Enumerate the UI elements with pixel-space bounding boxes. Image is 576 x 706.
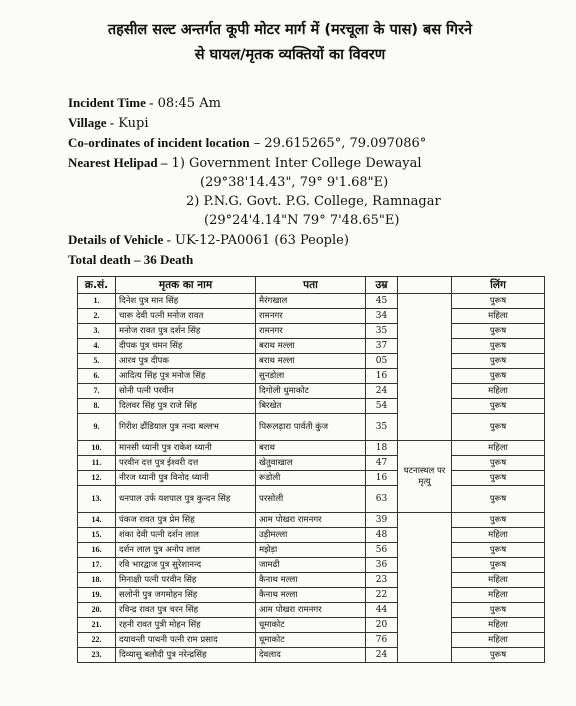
name-cell: सोनी पत्नी परवीन: [116, 384, 256, 399]
name-cell: आदित्य सिंह पुत्र मनोज सिंह: [116, 369, 256, 384]
address-cell: आम पोखरा रामनगर: [256, 603, 366, 618]
age-cell: 35: [366, 414, 398, 441]
serial-cell: 7.: [78, 384, 116, 399]
address-cell: बिरखेत: [256, 399, 366, 414]
total-death: Total death – 36 Death: [68, 252, 194, 267]
gender-cell: महिला: [452, 441, 545, 456]
name-cell: नीरज ध्यानी पुत्र विनोद ध्यानी: [116, 471, 256, 486]
table-row: [78, 633, 545, 648]
serial-cell: 12.: [78, 471, 116, 486]
address-cell: देवलाद: [256, 648, 366, 663]
table-row: [78, 456, 545, 471]
header-serial: क्र.सं.: [78, 277, 116, 294]
name-cell: दयावन्ती पाथनी पत्नी राम प्रसाद: [116, 633, 256, 648]
age-cell: 16: [366, 369, 398, 384]
gender-cell: पुरूष: [452, 294, 545, 309]
name-cell: रविन्द्र रावत पुत्र चरन सिंह: [116, 603, 256, 618]
age-cell: 44: [366, 603, 398, 618]
address-cell: रामनगर: [256, 309, 366, 324]
serial-cell: 6.: [78, 369, 116, 384]
age-cell: 05: [366, 354, 398, 369]
age-cell: 20: [366, 618, 398, 633]
table-row: [78, 486, 545, 513]
age-cell: 47: [366, 456, 398, 471]
name-cell: दिव्यासु बलौदी पुत्र नरेन्द्रसिंह: [116, 648, 256, 663]
name-cell: पंकज रावत पुत्र प्रेम सिंह: [116, 513, 256, 528]
table-row: [78, 603, 545, 618]
name-cell: दिनेश पुत्र मान सिंह: [116, 294, 256, 309]
header-age: उम्र: [366, 277, 398, 294]
incident-info: [68, 93, 548, 270]
address-cell: रूडोली: [256, 471, 366, 486]
gender-cell: पुरूष: [452, 558, 545, 573]
table-row: [78, 528, 545, 543]
table-row: [78, 354, 545, 369]
name-cell: दर्शन लाल पुत्र अनोप लाल: [116, 543, 256, 558]
incident-time: Incident Time - 08:45 Am: [68, 95, 221, 111]
serial-cell: 22.: [78, 633, 116, 648]
gender-cell: पुरूष: [452, 486, 545, 513]
name-cell: मानसी ध्यानी पुत्र राकेश ध्यानी: [116, 441, 256, 456]
serial-cell: 3.: [78, 324, 116, 339]
gender-cell: पुरूष: [452, 543, 545, 558]
serial-cell: 13.: [78, 486, 116, 513]
address-cell: रामनगर: [256, 324, 366, 339]
table-header-row: [78, 277, 545, 294]
address-cell: मैरंगखाल: [256, 294, 366, 309]
helipad-2-coords: (29°24'4.14"N 79° 7'48.65"E): [204, 213, 400, 228]
address-cell: दिगोली धुमाकोट: [256, 384, 366, 399]
serial-cell: 4.: [78, 339, 116, 354]
serial-cell: 10.: [78, 441, 116, 456]
address-cell: खेतुवाखाल: [256, 456, 366, 471]
address-cell: उड़ीमल्ला: [256, 528, 366, 543]
gender-cell: पुरूष: [452, 471, 545, 486]
age-cell: 54: [366, 399, 398, 414]
age-cell: 34: [366, 309, 398, 324]
title-line-1: तहसील सल्ट अन्तर्गत कूपी मोटर मार्ग में (मरचूला के पास) बस गिरने: [107, 22, 473, 38]
gender-cell: पुरूष: [452, 324, 545, 339]
nearest-helipad: Nearest Helipad – 1) Government Inter College Dewayal: [68, 155, 422, 171]
name-cell: दिलवर सिंह पुत्र राजे सिंह: [116, 399, 256, 414]
header-name: मृतक का नाम: [116, 277, 256, 294]
address-cell: कैनाथ मल्ला: [256, 588, 366, 603]
name-cell: गिरीश ढौंडियाल पुत्र नन्दा बल्लभ: [116, 414, 256, 441]
serial-cell: 14.: [78, 513, 116, 528]
name-cell: रहनी रावत पुत्री मोहन सिंह: [116, 618, 256, 633]
name-cell: दीपक पुत्र चमन सिंह: [116, 339, 256, 354]
gender-cell: महिला: [452, 309, 545, 324]
gender-cell: महिला: [452, 384, 545, 399]
age-cell: 45: [366, 294, 398, 309]
age-cell: 36: [366, 558, 398, 573]
age-cell: 35: [366, 324, 398, 339]
age-cell: 22: [366, 588, 398, 603]
header-gender: लिंग: [452, 277, 545, 294]
serial-cell: 15.: [78, 528, 116, 543]
name-cell: परवीन दत्त पुत्र ईश्वरी दत्त: [116, 456, 256, 471]
address-cell: बराथ मल्ला: [256, 354, 366, 369]
address-cell: पिरूलढ़ारा पार्वती कुंज: [256, 414, 366, 441]
gender-cell: पुरूष: [452, 603, 545, 618]
vehicle-details: Details of Vehicle - UK-12-PA0061 (63 People): [68, 232, 349, 248]
address-cell: कैनाथ मल्ला: [256, 573, 366, 588]
table-row: [78, 513, 545, 528]
address-cell: जामढी: [256, 558, 366, 573]
name-cell: मिनाक्षी पत्नी परवीन सिंह: [116, 573, 256, 588]
gender-cell: महिला: [452, 588, 545, 603]
gender-cell: पुरूष: [452, 456, 545, 471]
gender-cell: पुरूष: [452, 513, 545, 528]
serial-cell: 20.: [78, 603, 116, 618]
table-row: [78, 543, 545, 558]
table-row: [78, 399, 545, 414]
serial-cell: 2.: [78, 309, 116, 324]
address-cell: धूमाकोट: [256, 633, 366, 648]
blank-cell: [398, 294, 452, 441]
title-line-2: से घायल/मृतक व्यक्तियों का विवरण: [194, 47, 386, 63]
age-cell: 23: [366, 573, 398, 588]
serial-cell: 5.: [78, 354, 116, 369]
age-cell: 16: [366, 471, 398, 486]
table-body: [78, 294, 545, 663]
address-cell: धूमाकोट: [256, 618, 366, 633]
gender-cell: पुरूष: [452, 369, 545, 384]
name-cell: रवि भारद्वाज पुत्र सुरेशानन्द: [116, 558, 256, 573]
table-row: [78, 648, 545, 663]
serial-cell: 9.: [78, 414, 116, 441]
gender-cell: पुरूष: [452, 399, 545, 414]
table-row: [78, 558, 545, 573]
table-row: [78, 441, 545, 456]
name-cell: चारू देवी पत्नी मनोज रावत: [116, 309, 256, 324]
serial-cell: 23.: [78, 648, 116, 663]
gender-cell: महिला: [452, 528, 545, 543]
age-cell: 48: [366, 528, 398, 543]
serial-cell: 16.: [78, 543, 116, 558]
gender-cell: पुरूष: [452, 414, 545, 441]
serial-cell: 17.: [78, 558, 116, 573]
name-cell: शंका देवी पत्नी दर्शन लाल: [116, 528, 256, 543]
age-cell: 24: [366, 384, 398, 399]
header-blank: [398, 277, 452, 294]
serial-cell: 11.: [78, 456, 116, 471]
document-title: [40, 18, 540, 68]
serial-cell: 1.: [78, 294, 116, 309]
table-row: [78, 324, 545, 339]
age-cell: 56: [366, 543, 398, 558]
gender-cell: पुरूष: [452, 354, 545, 369]
table-row: [78, 471, 545, 486]
table-row: [78, 618, 545, 633]
age-cell: 37: [366, 339, 398, 354]
table-row: [78, 573, 545, 588]
coordinates: Co-ordinates of incident location – 29.615265°, 79.097086°: [68, 135, 427, 151]
name-cell: धनपाल उर्फ यशपाल पुत्र कुन्दन सिंह: [116, 486, 256, 513]
table-row: [78, 294, 545, 309]
helipad-2: 2) P.N.G. Govt. P.G. College, Ramnagar: [186, 194, 441, 209]
address-cell: परसोली: [256, 486, 366, 513]
table-row: [78, 339, 545, 354]
age-cell: 76: [366, 633, 398, 648]
name-cell: मनोज रावत पुत्र दर्शन सिंह: [116, 324, 256, 339]
gender-cell: महिला: [452, 633, 545, 648]
death-at-site-note: घटनास्थल पर मृत्यु: [398, 441, 452, 513]
table-row: [78, 588, 545, 603]
address-cell: सुनडोला: [256, 369, 366, 384]
age-cell: 63: [366, 486, 398, 513]
helipad-1-coords: (29°38'14.43", 79° 9'1.68"E): [200, 175, 389, 190]
address-cell: आम पोखरा रामनगर: [256, 513, 366, 528]
gender-cell: पुरूष: [452, 648, 545, 663]
name-cell: सलोनी पुत्र जगमोहन सिंह: [116, 588, 256, 603]
address-cell: मझेड़ा: [256, 543, 366, 558]
serial-cell: 21.: [78, 618, 116, 633]
name-cell: आरव पुत्र दीपक: [116, 354, 256, 369]
age-cell: 39: [366, 513, 398, 528]
table-row: [78, 414, 545, 441]
serial-cell: 18.: [78, 573, 116, 588]
serial-cell: 19.: [78, 588, 116, 603]
village: Village - Kupi: [68, 115, 149, 131]
age-cell: 24: [366, 648, 398, 663]
gender-cell: महिला: [452, 618, 545, 633]
casualty-table: [77, 276, 545, 663]
table-row: [78, 369, 545, 384]
gender-cell: महिला: [452, 573, 545, 588]
header-address: पता: [256, 277, 366, 294]
table-row: [78, 384, 545, 399]
address-cell: बराथ मल्ला: [256, 339, 366, 354]
age-cell: 18: [366, 441, 398, 456]
address-cell: बराथ: [256, 441, 366, 456]
blank-cell: [398, 513, 452, 663]
table-row: [78, 309, 545, 324]
gender-cell: पुरूष: [452, 339, 545, 354]
serial-cell: 8.: [78, 399, 116, 414]
